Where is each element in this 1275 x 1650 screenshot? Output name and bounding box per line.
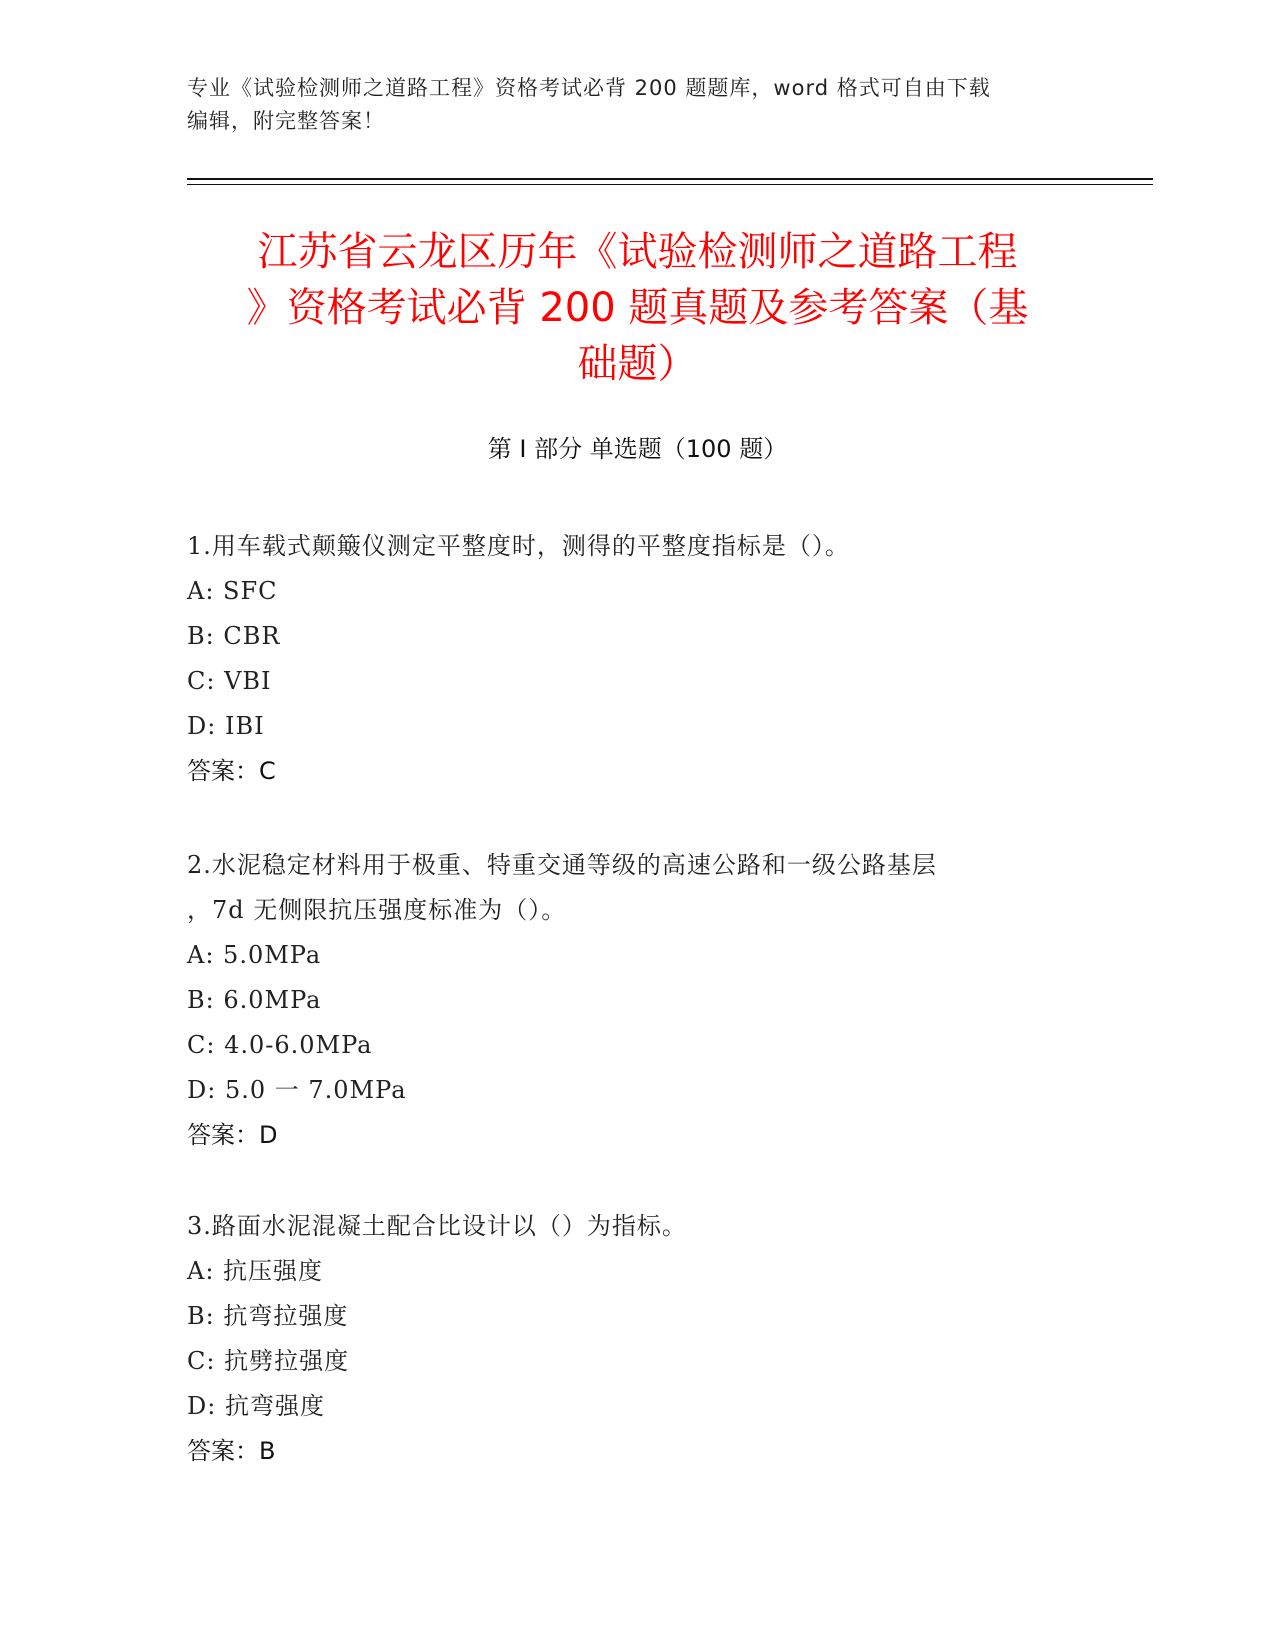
answer: 答案：B: [187, 1437, 276, 1465]
option-c: C: 4.0-6.0MPa: [187, 1031, 373, 1059]
option-b: B: CBR: [187, 622, 281, 650]
option-c: C: 抗劈拉强度: [187, 1347, 350, 1375]
option-d: D: 5.0 一 7.0MPa: [187, 1076, 407, 1104]
option-d: D: 抗弯强度: [187, 1392, 325, 1420]
question-stem: 1.用车载式颠簸仪测定平整度时，测得的平整度指标是（）。: [187, 532, 850, 560]
header-note-line-2: 编辑，附完整答案！: [187, 109, 385, 133]
answer: 答案：C: [187, 757, 276, 785]
question-1: [187, 524, 1077, 794]
question-2: [187, 843, 1077, 1158]
document-title: [190, 224, 1085, 392]
question-3: [187, 1204, 1077, 1474]
section-heading: 第 I 部分 单选题（100 题）: [487, 435, 788, 463]
header-note-line-1: 专业《试验检测师之道路工程》资格考试必背 200 题题库，word 格式可自由下载: [187, 76, 991, 100]
question-stem-line-2: ，7d 无侧限抗压强度标准为（）。: [187, 896, 567, 924]
option-a: A: 5.0MPa: [187, 941, 322, 969]
option-d: D: IBI: [187, 712, 265, 740]
title-line-2: 》资格考试必背 200 题真题及参考答案（基: [246, 285, 1029, 331]
option-c: C: VBI: [187, 667, 272, 695]
header-note: [187, 72, 1087, 138]
header-divider-thin: [187, 184, 1153, 185]
answer: 答案：D: [187, 1121, 278, 1149]
question-stem-line-1: 2.水泥稳定材料用于极重、特重交通等级的高速公路和一级公路基层: [187, 851, 937, 879]
question-stem: 3.路面水泥混凝土配合比设计以（）为指标。: [187, 1212, 687, 1240]
title-line-3: 础题）: [577, 341, 698, 387]
option-b: B: 6.0MPa: [187, 986, 322, 1014]
title-line-1: 江苏省云龙区历年《试验检测师之道路工程: [257, 229, 1018, 275]
option-b: B: 抗弯拉强度: [187, 1302, 349, 1330]
option-a: A: SFC: [187, 577, 278, 605]
option-a: A: 抗压强度: [187, 1257, 324, 1285]
header-divider-thick: [187, 178, 1153, 180]
